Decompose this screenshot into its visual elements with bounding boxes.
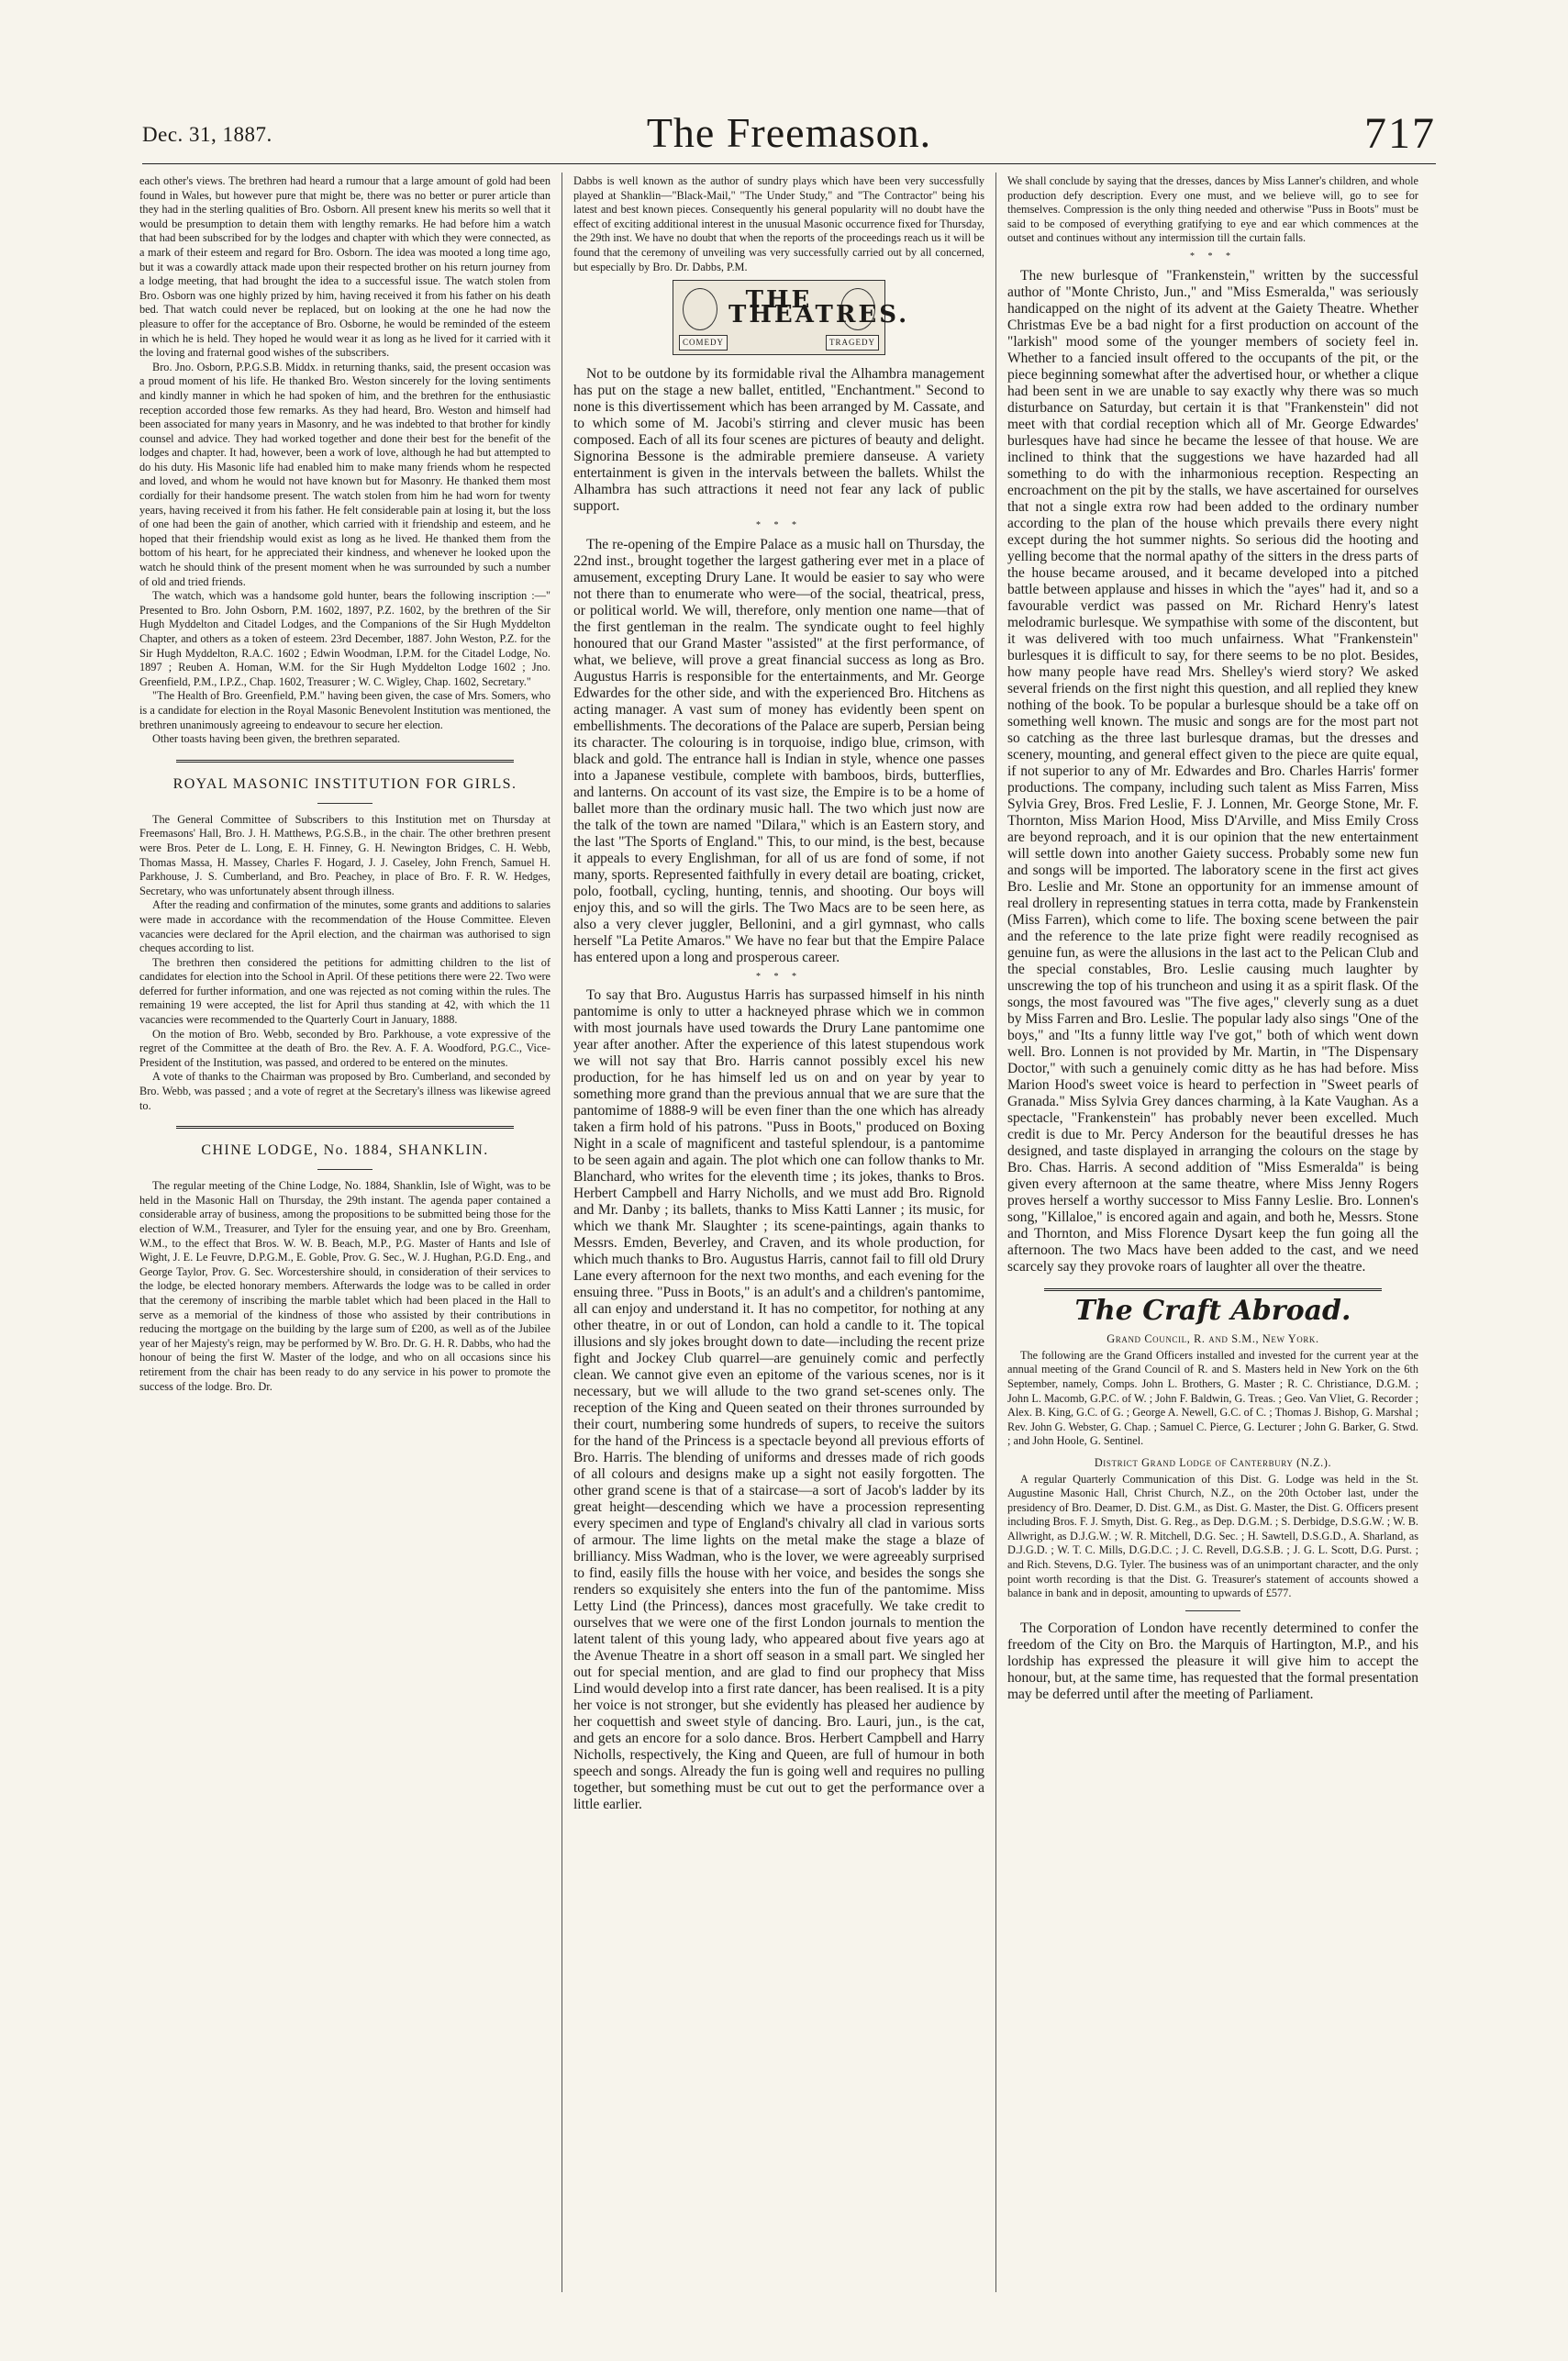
paragraph: A regular Quarterly Communication of this Dist. G. Lodge was held in the St. Augustine Masonic Hall, Christ Church, N.Z., on the 20th October last, under the presidency of Bro. Deamer, D. Dist. G.M., as Dist. G. Master, the Dist. G. Officers present including Bros. F. J. Smyth, Dist. G. Reg., as Dep. D.G.M. ; S. Derbidge, D.S.G.W. ; W. B. Allwright, as D.J.G.W. ; W. R. Mitchell, D.G. Sec. ; H. Sawtell, D.S.G.D., A. Sharland, as D.J.G.D. ; W. T. C. Mills, D.G.D.C. ; J. C. Revell, D.G.S.B. ; J. G. L. Scott, D.G. Purst. ; and Rich. Stevens, D.G. Tyler. The business was of an unimportant character, and the only point worth recording is that the Dist. G. Treasurer's statement of accounts showed a balance in bank and in deposit, amounting to upwards of £577. (1007, 1472, 1418, 1600)
section-rule (176, 1126, 514, 1130)
paragraph: We shall conclude by saying that the dresses, dances by Miss Lanner's children, and whole production defy description. Every one must, and we believe will, go to see for themselves. Compression is the only thing needed and otherwise "Puss in Boots" must be said to be composed of everything gratifying to eye and ear which commences at the outset and continues without any intermission till the curtain falls. (1007, 174, 1418, 245)
page-number: 717 (1364, 109, 1436, 158)
short-rule (1185, 1610, 1240, 1611)
section-stars: * * * (756, 971, 802, 982)
paragraph: The Corporation of London have recently determined to confer the freedom of the City on Bro. the Marquis of Hartington, M.P., and his lordship has expressed the pleasure it will give him to accept the honour, but, at the same time, has requested that the formal presentation may be deferred until after the meeting of Parliament. (1007, 1620, 1418, 1702)
paragraph: "The Health of Bro. Greenfield, P.M." having been given, the case of Mrs. Somers, who is a candidate for election in the Royal Masonic Benevolent Institution was mentioned, the brethren unanimously agreeing to endeavour to secure her election. (139, 689, 550, 731)
section-stars: * * * (756, 520, 802, 531)
column-3 (1007, 174, 1418, 2285)
section-heading-craft-abroad: The Craft Abroad. (1074, 1294, 1351, 1327)
section-heading-chine-lodge: CHINE LODGE, No. 1884, SHANKLIN. (201, 1142, 489, 1159)
short-rule (317, 1169, 373, 1170)
issue-date: Dec. 31, 1887. (142, 123, 272, 146)
section-rule (176, 760, 514, 764)
column-divider (995, 173, 996, 2292)
paragraph: A vote of thanks to the Chairman was proposed by Bro. Cumberland, and seconded by Bro. Webb, was passed ; and a vote of regret at the Secretary's illness was likewise agreed to. (139, 1070, 550, 1112)
theatres-vignette (673, 280, 910, 355)
paragraph: To say that Bro. Augustus Harris has surpassed himself in his ninth pantomime is only to utter a hackneyed phrase which we in common with most journals have used towards the Drury Lane pantomime one year after another. After the experience of this latest stupendous work we will not say that Bro. Harris cannot possibly excel his new production, for he has himself led us on and on year by year to something more grand than the previous annual that we are sure that the pantomime of 1888-9 will be even finer than the one which has already taken a firm hold of his patrons. "Puss in Boots," produced on Boxing Night in a scale of magnificent and tasteful splendour, is a pantomime to be seen again and again. The plot which one can follow thanks to Mr. Blanchard, who writes for the eleventh time ; its jokes, thanks to Bros. Herbert Campbell and Harry Nicholls, and we must add Bro. Rignold and Mr. Danby ; its ballets, thanks to Miss Katti Lanner ; its music, for which we thank Mr. Slaughter ; its scene-paintings, again thanks to Messrs. Emden, Beverley, and Craven, and its whole production, for which much thanks to Bro. Augustus Harris, cannot fail to fill old Drury Lane every afternoon for the next two months, and each evening for the ensuing three. "Puss in Boots," is an adult's and a children's pantomime, all can enjoy and understand it. It has no competitor, for nothing at any other theatre, in or out of London, can hold a candle to it. The topical illusions and sly jokes brought down to date—including the recent prize fight and Jockey Club quarrel—are genuinely comic and perfectly clean. We cannot give even an epitome of the various scenes, nor is it necessary, but we will allude to the two grand set-scenes only. The reception of the King and Queen seated on their thrones surrounded by their court, numbering some hundreds of supers, to receive the suitors for the hand of the Princess is a spectacle beyond all previous efforts of Bro. Harris. The blending of uniforms and dresses made of rich goods of all colours and designs make up a sight not easily forgotten. The other grand scene is that of a staircase—a sort of Jacob's ladder by its great height—descending which we have a procession representing every specimen and type of England's chivalry all clad in various sorts of armour. The lime lights on the metal make the stage a blaze of brilliancy. Miss Wadman, who is the lover, we were agreeably surprised to find, easily fills the house with her voice, and besides the songs she renders so exquisitely she enters into the fun of the pantomime. Miss Letty Lind (the Princess), dances most gracefully. We take credit to ourselves that we were one of the first London journals to mention the latent talent of this young lady, who appeared about five years ago at the Avenue Theatre in a short off season in a small part. We singled her out for special mention, and are glad to find our prophecy that Miss Lind would develop into a first rate dancer, has been realised. It is a pity her voice is not stronger, but she evidently has pleased her audience by her coquettish and sweet style of dancing. Bro. Lauri, jun., is the cat, and gets an encore for a solo dance. Bros. Herbert Campbell and Harry Nicholls, respectively, the King and Queen, are full of humour in both speech and songs. Already the fun is going well and requires no pulling together, but something must be cut out to get the performance over a little earlier. (573, 987, 984, 1813)
section-rule (1044, 1288, 1382, 1293)
paragraph: The re-opening of the Empire Palace as a music hall on Thursday, the 22nd inst., brought together the largest gathering ever met in a place of amusement, excepting Drury Lane. It would be easier to say who were not there than to enumerate who were—of the social, theatrical, press, or political world. We will, therefore, only mention one name—that of the first gentleman in the realm. The syndicate ought to feel highly honoured that our Grand Master "assisted" at the first performance, of what, we believe, will prove a great financial success as long as Bro. Augustus Harris is responsible for the entertainments, and Mr. George Edwardes for the other side, and with the experienced Bro. Hitchens as acting manager. A vast sum of money has evidently been spent on embellishments. The decorations of the Palace are superb, Persian being its character. The colouring is in torquoise, indigo blue, crimson, with black and gold. The entrance hall is Indian in style, whence one passes into a Japanese vestibule, complete with bamboos, birds, butterflies, and lanterns. On account of its vast size, the Empire is to be a home of ballet more than the ordinary music hall. The two which just now are the talk of the town are named "Dilara," which is an Eastern story, and the last "The Sports of England." This, to our mind, is the best, because it appeals to every Englishman, for all of us are fond of some, if not many, sports. Represented faithfully in every detail are boating, cricket, polo, football, cycling, hunting, tennis, and shooting. Our boys will enjoy this, and so will the girls. The Two Macs are to be seen here, as also a very clever juggler, Bellonini, and a girl gymnast, who calls herself "La Petite Amaros." We have no fear but that the Empire Palace has entered upon a long and prosperous career. (573, 536, 984, 965)
vignette-label-tragedy: TRAGEDY (826, 335, 879, 351)
paragraph: Bro. Jno. Osborn, P.P.G.S.B. Middx. in returning thanks, said, the present occasion was a proud moment of his life. He thanked Bro. Weston sincerely for the loving sentiments and kindly manner in which he had spoken of him, and the brethren for the enthusiastic reception accorded those few remarks. As they had heard, Bro. Weston and himself had been associated for many years in Masonry, and he was indebted to that brother for kindly counsel and advice. They had worked together and done their best for the benefit of the lodges and chapter. It had, however, been a work of love, although he had but attempted to do his duty. His Masonic life had enabled him to make many friends whom he respected and loved, and whom he would not have known but for Masonry. He thanked them most cordially for their handsome present. The watch stolen from him he had worn for twenty years, having received it from his father. He felt considerable pain at losing it, but the loss of one had been the gain of another, which carried with it friendship and esteem, and he hoped that their friendship would exist as long as he lived. He thanked them from the bottom of his heart, for he appreciated their kindness, and whenever he looked upon the watch he should think of the present moment when he was surrounded by such a number of old and tried friends. (139, 360, 550, 588)
vignette-label-comedy: COMEDY (679, 335, 728, 351)
paragraph: The following are the Grand Officers installed and invested for the current year at the annual meeting of the Grand Council of R. and S. Masters held in New York on the 6th September, namely, Comps. John L. Brothers, G. Master ; R. C. Christiance, D.G.M. ; John L. Macomb, G.P.C. of W. ; John F. Baldwin, G. Treas. ; Geo. Van Vliet, G. Recorder ; Alex. B. King, G.C. of G. ; George A. Newell, G.C. of C. ; Thomas J. Bishop, G. Marshal ; Rev. John G. Webster, G. Chap. ; Samuel C. Pierce, G. Lecturer ; John G. Barker, G. Stwd. ; and John Hoole, G. Sentinel. (1007, 1348, 1418, 1448)
section-heading-girls-institution: ROYAL MASONIC INSTITUTION FOR GIRLS. (172, 775, 517, 792)
paragraph: The regular meeting of the Chine Lodge, No. 1884, Shanklin, Isle of Wight, was to be held in the Masonic Hall on Thursday, the 29th instant. The agenda paper contained a considerable array of business, among the propositions to be submitted being those for the election of W.M., Treasurer, and Tyler for the ensuing year, and one by Bro. Greenham, W.M., to the effect that Bros. W. W. B. Beach, M.P., P.G. Master of Hants and Isle of Wight, J. E. Le Feuvre, D.P.G.M., E. Goble, Prov. G. Sec., W. J. Hughan, P.G.D. Eng., and George Taylor, Prov. G. Sec. Worcestershire should, in consideration of their services to the lodge, be elected honorary members. Afterwards the lodge was to be called in order that the ceremony of inscribing the marble tablet which had been placed in the Hall to serve as a memorial of the kindness of those who assisted by their contributions in reducing the mortgage on the building by the large sum of £200, as well as of the Jubilee year of her Majesty's reign, may be performed by W. Bro. Dr. G. H. R. Dabbs, who had the honour of being the first W. Master of the lodge, and who on all occasions since his retirement from the chair has been ready to do any service in his power to promote the success of the lodge. Bro. Dr. (139, 1179, 550, 1393)
subheading-new-york: Grand Council, R. and S.M., New York. (1106, 1332, 1319, 1346)
paragraph: Not to be outdone by its formidable rival the Alhambra management has put on the stage a new ballet, entitled, "Enchantment." Second to none is this divertissement which has been arranged by M. Cassate, and to which some of M. Jacobi's stirring and clever music has been composed. Each of all its four scenes are pictures of beauty and delight. Signorina Bessone is the admirable premiere danseuse. A variety entertainment is given in the intervals between the ballets. Whilst the Alhambra has such attractions it need not fear any lack of public support. (573, 366, 984, 515)
comedy-mask-icon (683, 288, 717, 330)
column-1 (139, 174, 550, 2285)
page-header (142, 109, 1436, 165)
paragraph: Other toasts having been given, the brethren separated. (152, 732, 401, 746)
column-2 (573, 174, 984, 2285)
paragraph: After the reading and confirmation of the minutes, some grants and additions to salaries were made in accordance with the recommendation of the House Committee. Eleven vacancies were declared for the April election, and the chairman was authorised to sign cheques according to list. (139, 898, 550, 955)
section-stars: * * * (1190, 251, 1236, 262)
paragraph: The watch, which was a handsome gold hunter, bears the following inscription :—" Presented to Bro. John Osborn, P.M. 1602, 1897, P.Z. 1602, by the brethren of the Sir Hugh Myddelton and Citadel Lodges, and the Companions of the Sir Hugh Myddelton Chapter, and others as a token of esteem. 23rd December, 1887. John Weston, P.Z. for the Sir Hugh Myddelton, R.A.C. 1602 ; Edwin Woodman, I.P.M. for the Citadel Lodge, No. 1897 ; Reuben A. Homan, W.M. for the Sir Hugh Myddelton Lodge 1602 ; Jno. Greenfield, P.M., I.P.Z., Chap. 1602, Treasurer ; W. C. Wigley, Chap. 1602, Secretary." (139, 589, 550, 688)
paragraph: The brethren then considered the petitions for admitting children to the list of candidates for election into the School in April. Of these petitions there were 22. Two were deferred for further information, and one was rejected as not coming within the rules. The remaining 19 were accepted, the list for April thus standing at 42, with which the 11 vacancies were recommended to the Quarterly Court in January, 1888. (139, 955, 550, 1027)
masthead-title: The Freemason. (646, 109, 932, 156)
subheading-canterbury: District Grand Lodge of Canterbury (N.Z.). (1094, 1455, 1332, 1469)
paragraph: The new burlesque of "Frankenstein," written by the successful author of "Monte Christo, Jun.," and "Miss Esmeralda," was seriously handicapped on the night of its advent at the Gaiety Theatre. Whether Christmas Eve be a bad night for a first production on account of the "larkish" mood some of the younger members of society feel in. Whether to a fancied insult offered to the occupants of the pit, or the piece beginning somewhat after the advertised hour, or whether a clique had been sent in we are unable to say exactly why there was so much disturbance on Saturday, but certain it is that "Frankenstein" did not meet with that cordial reception which all of Mr. George Edwardes' burlesques have had since he became the lessee of that house. We are inclined to think that the suggestions we have hazarded had all something to do with the inharmonious reception. Respecting an encroachment on the pit by the stalls, we have ascertained for ourselves that not a single extra row had been added to the ordinary number according to the plan of the house which prevails there every night except during the hot summer nights. So serious did the hooting and yelling become that the normal apathy of the sitters in the dress parts of the house became aroused, and it became developed into a pitched battle between applause and hisses in which the "ayes" had it, and so a favourable verdict was passed on Mr. Richard Henry's latest melodramic burlesque. We sympathise with some of the discontent, but it was delivered with too much unfairness. What "Frankenstein" burlesques it is difficult to say, for there seems to be no plot. Besides, how many people have read Mrs. Shelley's wierd story? We asked several friends on the first night this question, and all replied they knew nothing of the book. To be popular a burlesque should be a take off on something well known. The music and songs are for the most part not so catching as the three last burlesque dramas, but the dresses and scenery, mounting, and general effect given to the piece are quite equal, if not superior to any of Mr. Edwardes and Bro. Charles Harris' former productions. The company, including such talent as Miss Farren, Miss Sylvia Grey, Bros. Fred Leslie, F. J. Lonnen, Mr. George Stone, Mr. F. Thornton, Miss Marion Hood, Miss D'Arville, and Miss Emily Cross are beyond reproach, and it is our opinion that the new entertainment will settle down into another Gaiety success. Probably some new fun and songs will be imported. The laboratory scene in the first act gives Bro. Leslie and Mr. Stone an opportunity for an immense amount of real drollery in representing statues in terra cotta, made by Frankenstein (Miss Farren), which come to life. The boxing scene between the pair and the reference to the late prize fight were readily recognised as genuine fun, as were the allusions in the last act to the Pelican Club and the special constables, Bro. Leslie causing much laughter by unscrewing the top of his truncheon and using it as a spirit flask. Of the songs, the most favoured was "The five ages," cleverly sung as a duet by Miss Farren and Bro. Leslie. The popular lady also sings "One of the boys," and "Its a funny little way I've got," both of which went down well. Bro. Lonnen is not provided by Mr. Martin, in "The Dispensary Doctor," with such a genuinely comic ditty as he has had before. Miss Marion Hood's sweet voice is heard to perfection in "Sweet pearls of Granada." Miss Sylvia Grey dances charming, à la Kate Vaughan. As a spectacle, "Frankenstein" has probably never been excelled. Much credit is due to Mr. Percy Anderson for the beautiful dresses he has designed, and taste displayed in arranging the colours on the stage by Bro. Chas. Harris. A second addition of "Miss Esmeralda" is being given every afternoon at the same theatre, where Miss Jenny Rogers proves herself a worthy successor to Miss Fanny Leslie. Bro. Lonnen's song, "Killaloe," is encored again and again, and both he, Messrs. Stone and Thornton, and Miss Florence Dysart keep the fun going all the afternoon. The two Macs have been added to the cast, and we need scarcely say they provoke roars of laughter all over the theatre. (1007, 267, 1418, 1275)
paragraph: On the motion of Bro. Webb, seconded by Bro. Parkhouse, a vote expressive of the regret of the Committee at the death of Bro. the Rev. A. F. A. Woodford, P.G.C., Vice-President of the Institution, was passed, and ordered to be entered on the minutes. (139, 1027, 550, 1069)
header-rule (142, 163, 1436, 164)
paragraph: Dabbs is well known as the author of sundry plays which have been very successfully played at Shanklin—"Black-Mail," "The Under Study," and "The Contractor" being his latest and best known pieces. Consequently his general popularity will no doubt have the effect of exciting additional interest in the unusual Masonic occurrence fixed for Thursday, the 29th inst. We have no doubt that when the reports of the proceedings reach us it will be found that the ceremony of unveiling was very successfully carried out by all concerned, but especially by Bro. Dr. Dabbs, P.M. (573, 174, 984, 273)
short-rule (317, 803, 373, 804)
vignette-title: THE THEATRES. (728, 286, 910, 329)
paragraph: The General Committee of Subscribers to this Institution met on Thursday at Freemasons' Hall, Bro. J. H. Matthews, P.G.S.B., in the chair. The other brethren present were Bros. Peter de L. Long, E. H. Finney, G. H. Newington Bridges, C. H. Webb, Thomas Massa, H. Massey, Charles F. Hogard, J. J. Caseley, John French, Samuel H. Parkhouse, J. S. Cumberland, and Bro. Peachey, in place of Bro. F. R. W. Hedges, Secretary, who was unfortunately absent through illness. (139, 812, 550, 897)
paragraph: each other's views. The brethren had heard a rumour that a large amount of gold had been found in Wales, but however pure that might be, there was no better or purer article than they had in the sterling qualities of Bro. Osborn. All present knew his merits so well that it would be presumption to detain them with lengthy remarks. He had before him a watch that had been subscribed for by the lodges and chapter with which they were connected, as a mark of their esteem and regard for Bro. Osborn. The idea was mooted a long time ago, but it was a cowardly attack made upon their respected brother on his return journey from a lodge meeting, that had brought the idea to a successful issue. The watch stolen from Bro. Osborn was one highly prized by him, having received it from his father on his death bed. That watch could never be replaced, but on looking at the one he had now the pleasure to offer for the acceptance of Bro. Osborne, he would be reminded of the esteem in which he is held. They hoped he would wear it as long as he lived for it carried with it the loving and fraternal good wishes of the subscribers. (139, 174, 550, 360)
